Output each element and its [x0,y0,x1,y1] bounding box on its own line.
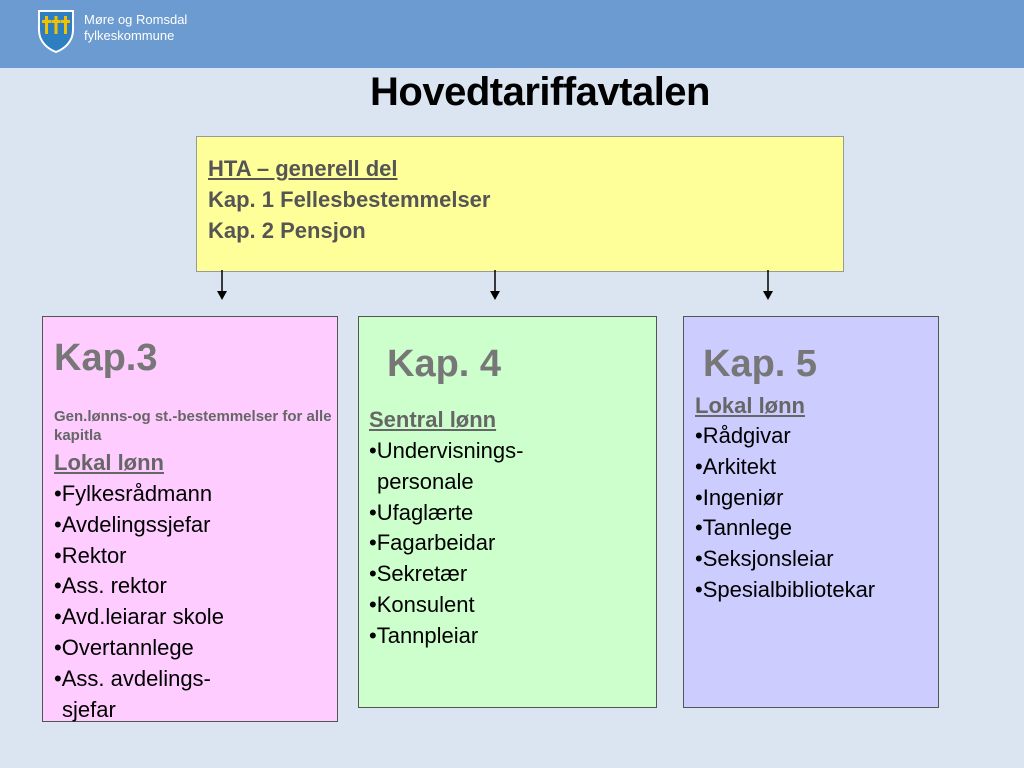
list-item: • Konsulent [369,590,523,621]
org-name [84,12,187,44]
kap3-list [54,479,224,725]
hta-line-kap2: Kap. 2 Pensjon [208,218,366,243]
org-name-line1: Møre og Romsdal [84,12,188,27]
kap5-title: Kap. 5 [703,343,818,385]
list-item: • Ufaglærte [369,498,523,529]
list-item: • Arkitekt [695,452,875,483]
list-item: • Rektor [54,541,224,572]
list-item: • Ingeniør [695,483,875,514]
hta-line-kap1: Kap. 1 Fellesbestemmelser [208,187,491,212]
page-title: Hovedtariffavtalen [370,70,710,114]
kap4-list [369,436,523,652]
hta-heading: HTA – generell del [208,156,398,181]
kap4-box [358,316,657,708]
kap5-box [683,316,939,708]
kap3-title: Kap.3 [54,337,158,379]
list-item: • Rådgivar [695,421,875,452]
list-item-continuation: sjefar [62,696,116,722]
kap4-section-heading: Sentral lønn [369,407,497,432]
list-item: • Seksjonsleiar [695,544,875,575]
arrow-down-icon [216,270,228,302]
kap5-section-heading: Lokal lønn [695,393,805,418]
list-item: • Ass. avdelings- [54,664,224,695]
list-item: • Fylkesrådmann [54,479,224,510]
hta-general-box [196,136,844,272]
org-name-line2: fylkeskommune [84,28,175,43]
arrow-down-icon [489,270,501,302]
list-item: • Sekretær [369,559,523,590]
list-item: • Tannlege [695,513,875,544]
kap3-box [42,316,338,722]
arrow-down-icon [762,270,774,302]
kap3-section-heading: Lokal lønn [54,450,164,475]
list-item-continuation: personale [377,468,474,494]
list-item: • Overtannlege [54,633,224,664]
kap3-note: Gen.lønns-og st.-bestemmelser for alle kapitla [54,408,332,444]
list-item: • Undervisnings- [369,436,523,467]
header-bar [0,0,1024,68]
coat-of-arms-icon [36,8,76,54]
list-item: • Avdelingssjefar [54,510,224,541]
list-item: • Spesialbibliotekar [695,575,875,606]
kap5-list [695,421,875,606]
list-item: • Avd.leiarar skole [54,602,224,633]
list-item: • Fagarbeidar [369,528,523,559]
list-item: • Ass. rektor [54,571,224,602]
kap4-title: Kap. 4 [387,343,502,385]
list-item: • Tannpleiar [369,621,523,652]
